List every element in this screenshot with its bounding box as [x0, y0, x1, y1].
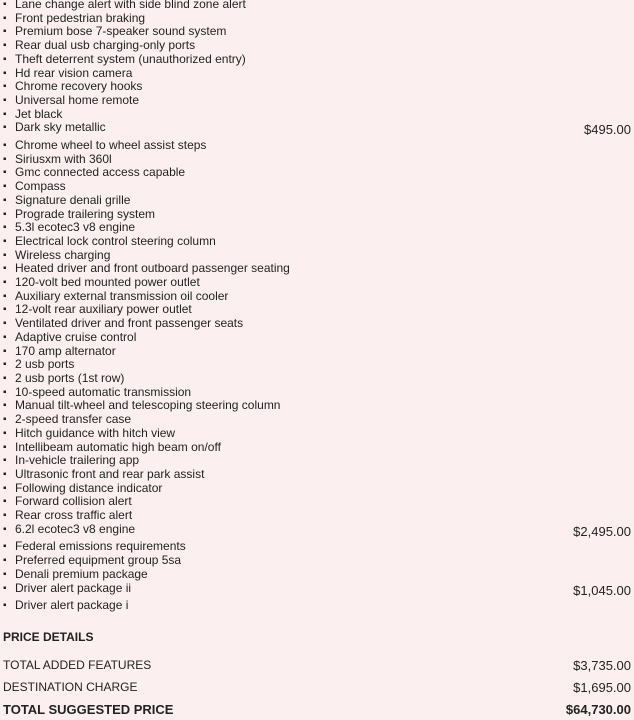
bullet-icon: ▪ [3, 304, 7, 316]
feature-item-left [3, 509, 132, 523]
feature-item-left [3, 94, 139, 108]
feature-item [3, 221, 631, 235]
feature-item-left [3, 80, 142, 94]
feature-item-left [3, 290, 228, 304]
feature-item [3, 25, 631, 39]
bullet-icon: ▪ [3, 222, 7, 234]
feature-item [3, 540, 631, 554]
feature-item [3, 121, 631, 139]
feature-item-left [3, 427, 175, 441]
bullet-icon: ▪ [3, 600, 7, 612]
feature-item-left [3, 413, 131, 427]
feature-item-left [3, 180, 66, 194]
feature-item-left [3, 67, 132, 81]
bullet-icon: ▪ [3, 67, 7, 79]
feature-price: $2,495.00 [573, 523, 631, 539]
feature-item [3, 427, 631, 441]
feature-label: 5.3l ecotec3 v8 engine [15, 220, 136, 235]
feature-label: 170 amp alternator [15, 343, 116, 358]
feature-item [3, 358, 631, 372]
feature-item-left [3, 39, 195, 53]
feature-label: Lane change alert with side blind zone alert [15, 0, 246, 11]
feature-item-left [3, 454, 139, 468]
feature-label: Preferred equipment group 5sa [15, 553, 182, 568]
feature-price: $495.00 [584, 122, 631, 138]
bullet-icon: ▪ [3, 108, 7, 120]
bullet-icon: ▪ [3, 277, 7, 289]
feature-item-left [3, 554, 181, 568]
bullet-icon: ▪ [3, 568, 7, 580]
feature-item [3, 582, 631, 600]
feature-label: Chrome recovery hooks [15, 79, 143, 94]
feature-item-left [3, 276, 200, 290]
total-added-features-row [3, 654, 631, 676]
feature-item-left [3, 0, 246, 12]
feature-item-left [3, 582, 131, 596]
bullet-icon: ▪ [3, 372, 7, 384]
feature-label: Dark sky metallic [15, 120, 106, 135]
feature-item-left [3, 208, 155, 222]
bullet-icon: ▪ [3, 441, 7, 453]
feature-item-left [3, 262, 290, 276]
total-suggested-price-label: TOTAL SUGGESTED PRICE [3, 701, 174, 717]
feature-item-left [3, 495, 132, 509]
feature-item [3, 599, 631, 613]
feature-item-left [3, 121, 106, 135]
bullet-icon: ▪ [3, 12, 7, 24]
feature-item-left [3, 523, 135, 537]
feature-item [3, 208, 631, 222]
feature-item [3, 454, 631, 468]
bullet-icon: ▪ [3, 455, 7, 467]
feature-label: Signature denali grille [15, 192, 131, 207]
feature-item [3, 399, 631, 413]
bullet-icon: ▪ [3, 194, 7, 206]
price-details-section [3, 630, 631, 720]
feature-item [3, 482, 631, 496]
feature-label: Driver alert package i [15, 598, 129, 613]
feature-item-left [3, 317, 243, 331]
feature-label: Adaptive cruise control [15, 329, 137, 344]
bullet-icon: ▪ [3, 167, 7, 179]
feature-label: Federal emissions requirements [15, 539, 186, 554]
feature-item [3, 153, 631, 167]
feature-label: Hd rear vision camera [15, 65, 133, 80]
feature-item-left [3, 221, 135, 235]
bullet-icon: ▪ [3, 345, 7, 357]
feature-label: Intellibeam automatic high beam on/off [15, 439, 221, 454]
total-suggested-price-value: $64,730.00 [565, 701, 631, 717]
feature-label: Heated driver and front outboard passenger seating [15, 261, 290, 276]
feature-item-left [3, 386, 191, 400]
bullet-icon: ▪ [3, 153, 7, 165]
feature-item [3, 290, 631, 304]
bullet-icon: ▪ [3, 94, 7, 106]
bullet-icon: ▪ [3, 140, 7, 152]
feature-item [3, 12, 631, 26]
feature-item-left [3, 372, 124, 386]
destination-charge-value: $1,695.00 [573, 679, 631, 695]
feature-item [3, 345, 631, 359]
feature-item-left [3, 482, 162, 496]
feature-label: Front pedestrian braking [15, 10, 146, 25]
feature-item-left [3, 53, 246, 67]
feature-label: Gmc connected access capable [15, 165, 186, 180]
bullet-icon: ▪ [3, 386, 7, 398]
feature-label: 2-speed transfer case [15, 412, 132, 427]
feature-item [3, 413, 631, 427]
total-added-features-label: TOTAL ADDED FEATURES [3, 658, 152, 672]
feature-label: Ventilated driver and front passenger seats [15, 316, 244, 331]
feature-item-left [3, 540, 186, 554]
feature-item [3, 276, 631, 290]
feature-price: $1,045.00 [573, 582, 631, 598]
feature-item [3, 139, 631, 153]
feature-item-left [3, 12, 145, 26]
feature-item [3, 317, 631, 331]
feature-item-left [3, 345, 116, 359]
feature-label: Prograde trailering system [15, 206, 156, 221]
feature-label: Premium bose 7-speaker sound system [15, 24, 227, 39]
feature-item-left [3, 235, 216, 249]
bullet-icon: ▪ [3, 290, 7, 302]
feature-item-left [3, 166, 185, 180]
destination-charge-label: DESTINATION CHARGE [3, 680, 138, 694]
bullet-icon: ▪ [3, 249, 7, 261]
feature-item [3, 94, 631, 108]
bullet-icon: ▪ [3, 414, 7, 426]
bullet-icon: ▪ [3, 541, 7, 553]
feature-label: Siriusxm with 360l [15, 151, 112, 166]
feature-item [3, 80, 631, 94]
bullet-icon: ▪ [3, 468, 7, 480]
feature-item-left [3, 249, 110, 263]
feature-label: Rear dual usb charging-only ports [15, 38, 196, 53]
bullet-icon: ▪ [3, 523, 7, 535]
bullet-icon: ▪ [3, 400, 7, 412]
feature-item [3, 523, 631, 541]
feature-item [3, 495, 631, 509]
total-added-features-value: $3,735.00 [573, 657, 631, 673]
feature-item-left [3, 399, 280, 413]
bullet-icon: ▪ [3, 0, 7, 10]
feature-item-left [3, 139, 206, 153]
feature-label: Electrical lock control steering column [15, 233, 216, 248]
feature-item [3, 249, 631, 263]
bullet-icon: ▪ [3, 208, 7, 220]
bullet-icon: ▪ [3, 427, 7, 439]
feature-item-left [3, 194, 130, 208]
bullet-icon: ▪ [3, 122, 7, 134]
feature-item-left [3, 153, 112, 167]
bullet-icon: ▪ [3, 582, 7, 594]
bullet-icon: ▪ [3, 26, 7, 38]
feature-label: Driver alert package ii [15, 580, 132, 595]
feature-item [3, 509, 631, 523]
feature-item [3, 441, 631, 455]
feature-item [3, 194, 631, 208]
feature-label: Auxiliary external transmission oil cooler [15, 288, 229, 303]
bullet-icon: ▪ [3, 53, 7, 65]
feature-label: Chrome wheel to wheel assist steps [15, 138, 207, 153]
feature-item-left [3, 303, 192, 317]
feature-label: Rear cross traffic alert [15, 508, 133, 523]
feature-item [3, 568, 631, 582]
feature-label: In-vehicle trailering app [15, 453, 140, 468]
price-details-title: PRICE DETAILS [3, 630, 94, 644]
feature-item-left [3, 568, 148, 582]
feature-item-left [3, 468, 204, 482]
feature-label: Jet black [15, 106, 63, 121]
feature-label: Following distance indicator [15, 480, 163, 495]
feature-item-left [3, 358, 74, 372]
bullet-icon: ▪ [3, 263, 7, 275]
feature-item-left [3, 599, 128, 613]
feature-item [3, 331, 631, 345]
bullet-icon: ▪ [3, 40, 7, 52]
feature-label: Ultrasonic front and rear park assist [15, 466, 205, 481]
feature-item [3, 303, 631, 317]
feature-label: Hitch guidance with hitch view [15, 425, 176, 440]
feature-label: Forward collision alert [15, 494, 132, 509]
feature-item [3, 262, 631, 276]
feature-label: 12-volt rear auxiliary power outlet [15, 302, 192, 317]
feature-item-left [3, 25, 226, 39]
destination-charge-row [3, 676, 631, 698]
feature-list [3, 0, 631, 613]
feature-item [3, 0, 631, 12]
bullet-icon: ▪ [3, 181, 7, 193]
feature-item [3, 67, 631, 81]
feature-label: Wireless charging [15, 247, 111, 262]
bullet-icon: ▪ [3, 496, 7, 508]
feature-item [3, 180, 631, 194]
bullet-icon: ▪ [3, 81, 7, 93]
feature-label: Denali premium package [15, 566, 148, 581]
total-suggested-price-row [3, 698, 631, 720]
feature-label: 2 usb ports (1st row) [15, 370, 125, 385]
bullet-icon: ▪ [3, 359, 7, 371]
feature-label: 2 usb ports [15, 357, 75, 372]
bullet-icon: ▪ [3, 331, 7, 343]
feature-label: Theft deterrent system (unauthorized entry) [15, 51, 246, 66]
feature-item [3, 468, 631, 482]
bullet-icon: ▪ [3, 555, 7, 567]
feature-item-left [3, 441, 221, 455]
feature-item [3, 554, 631, 568]
feature-label: 120-volt bed mounted power outlet [15, 275, 200, 290]
feature-item [3, 166, 631, 180]
bullet-icon: ▪ [3, 318, 7, 330]
feature-label: 10-speed automatic transmission [15, 384, 192, 399]
feature-item-left [3, 331, 136, 345]
feature-item [3, 235, 631, 249]
feature-label: Compass [15, 179, 66, 194]
feature-item [3, 53, 631, 67]
feature-item-left [3, 108, 62, 122]
feature-label: 6.2l ecotec3 v8 engine [15, 521, 136, 536]
feature-label: Universal home remote [15, 92, 140, 107]
feature-item [3, 386, 631, 400]
feature-item [3, 108, 631, 122]
bullet-icon: ▪ [3, 482, 7, 494]
feature-item [3, 372, 631, 386]
bullet-icon: ▪ [3, 235, 7, 247]
feature-item [3, 39, 631, 53]
bullet-icon: ▪ [3, 510, 7, 522]
feature-label: Manual tilt-wheel and telescoping steering column [15, 398, 281, 413]
